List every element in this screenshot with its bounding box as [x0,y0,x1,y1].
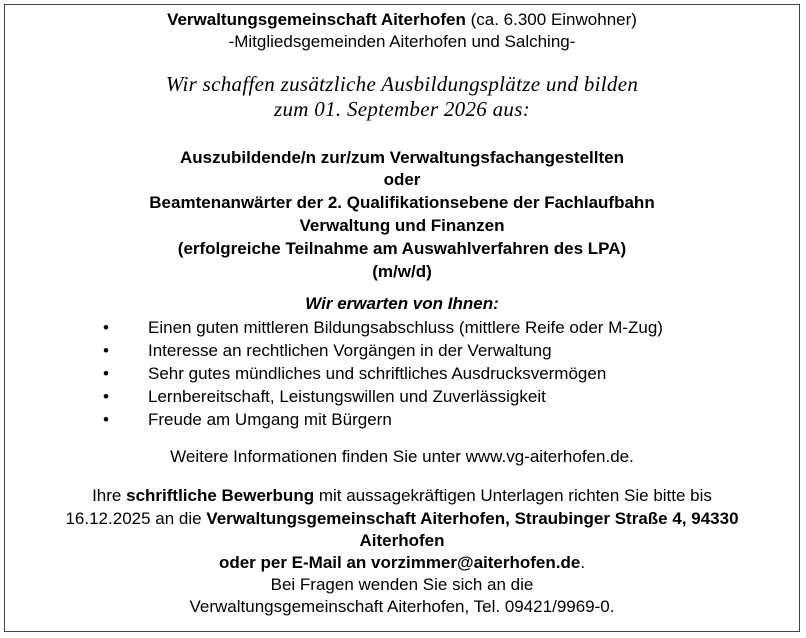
requirements-heading: Wir erwarten von Ihnen: [305,294,499,313]
application-line-4 [5,552,799,573]
org-line [5,9,799,30]
bullet-icon: • [103,364,109,383]
list-item [5,340,799,363]
announcement-line-2: zum 01. September 2026 aus: [274,97,530,121]
position-title-3: Verwaltung und Finanzen [299,216,505,235]
requirement-text: Freude am Umgang mit Bürgern [148,410,392,429]
position-title-2: Beamtenanwärter der 2. Qualifikationsebene der Fachlaufbahn [149,193,655,212]
list-item [5,386,799,409]
written-application-label: schriftliche Bewerbung [126,486,315,505]
job-ad-frame [4,4,800,632]
questions-line: Bei Fragen wenden Sie sich an die [270,575,534,594]
list-item [5,363,799,386]
address-text: Verwaltungsgemeinschaft Aiterhofen, Straubinger Straße 4, 94330 [206,509,739,528]
requirement-text: Einen guten mittleren Bildungsabschluss (mittlere Reife oder M-Zug) [148,318,663,337]
email-contact: oder per E-Mail an vorzimmer@aiterhofen.de [218,553,581,572]
punctuation: . [580,553,586,572]
application-text: Ihre [92,486,127,505]
requirement-text: Interesse an rechtlichen Vorgängen in der Verwaltung [148,341,552,360]
bullet-icon: • [103,387,109,406]
position-gender-note: (m/w/d) [372,262,432,281]
position-title-1: Auszubildende/n zur/zum Verwaltungsfachangestellten [180,148,624,167]
application-line-1 [5,485,799,506]
requirements-list [5,317,799,432]
more-info-text: Weitere Informationen finden Sie unter www.vg-aiterhofen.de. [170,447,634,466]
application-text: mit aussagekräftigen Unterlagen richten Sie bitte bis [314,486,712,505]
requirement-text: Sehr gutes mündliches und schriftliches Ausdrucksvermögen [148,364,607,383]
list-item [5,317,799,340]
application-line-3: Aiterhofen [359,531,445,550]
deadline-text: 16.12.2025 an die [65,509,207,528]
requirement-text: Lernbereitschaft, Leistungswillen und Zuverlässigkeit [148,387,546,406]
bullet-icon: • [103,341,109,360]
bullet-icon: • [103,410,109,429]
phone-contact-line: Verwaltungsgemeinschaft Aiterhofen, Tel. 09421/9969-0. [189,597,615,616]
bullet-icon: • [103,318,109,337]
position-selection-note: (erfolgreiche Teilnahme am Auswahlverfahren des LPA) [177,239,627,258]
list-item [5,409,799,432]
announcement-line-1: Wir schaffen zusätzliche Ausbildungsplätze und bilden [165,72,639,96]
application-line-2 [5,508,799,529]
org-name: Verwaltungsgemeinschaft Aiterhofen [167,10,466,29]
position-or: oder [383,170,421,189]
org-population: (ca. 6.300 Einwohner) [465,10,637,29]
member-municipalities: -Mitgliedsgemeinden Aiterhofen und Salching- [228,32,576,51]
